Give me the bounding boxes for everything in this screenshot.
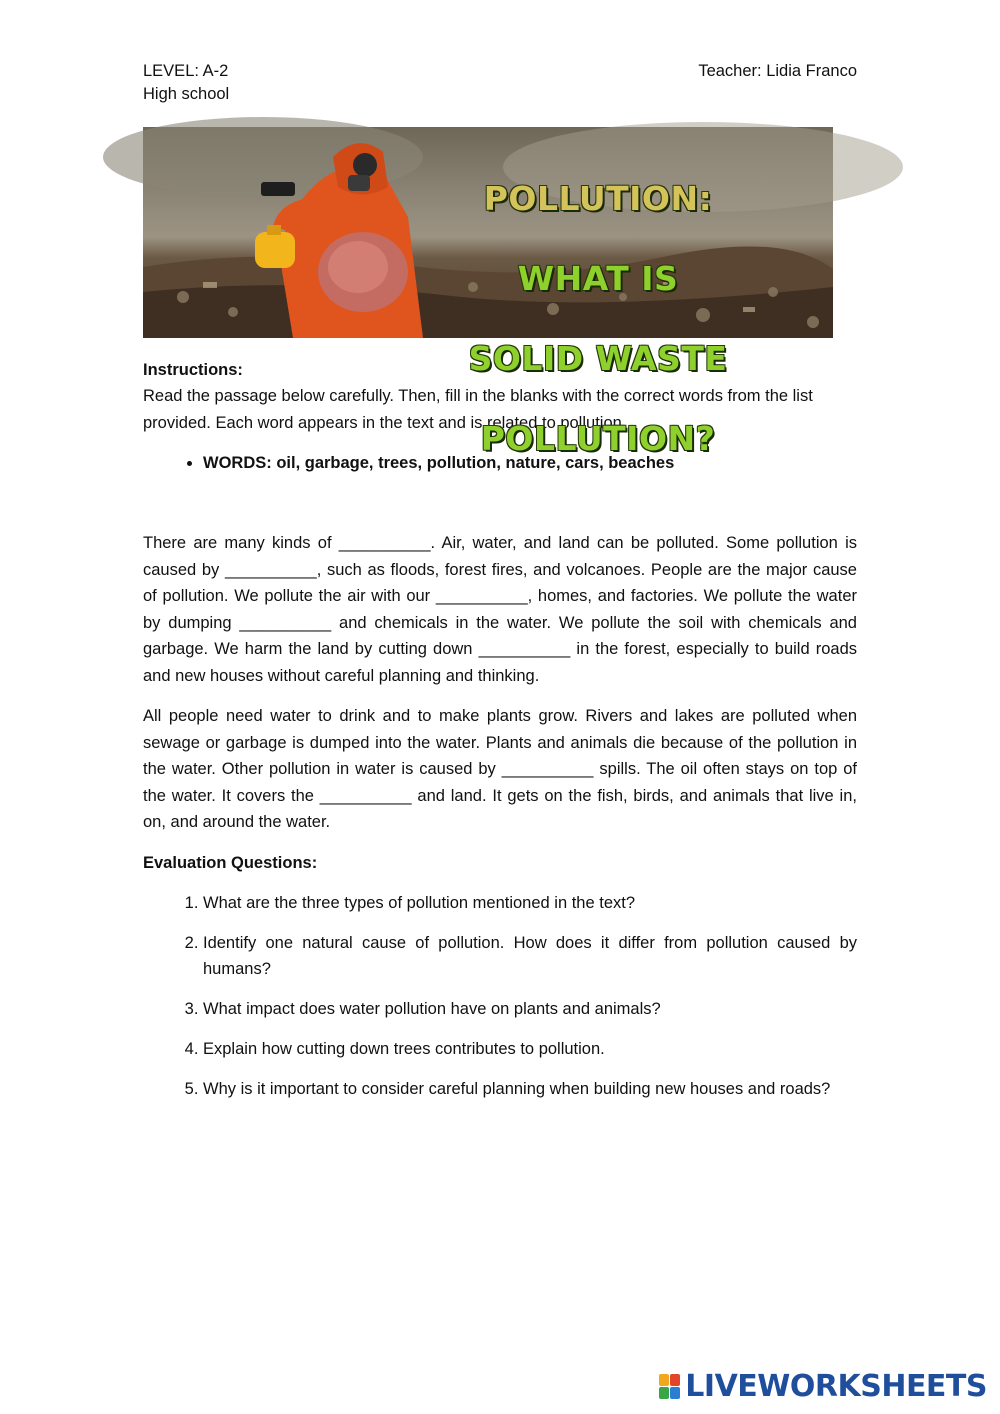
passage-paragraph-1: There are many kinds of __________. Air, water, and land can be polluted. Some pollution is caused by __________, such as floods, forest fires, and volcanoes. People are the major cause of pollution. We pollute the air with our __________, homes, and factories. We pollute the water by dumping __________ and chemicals in the water. We pollute the soil with chemicals and garbage. We harm the land by cutting down __________ in the forest, especially to build roads and new houses without careful planning and thinking. [143,534,857,685]
teacher-label: Teacher: Lidia Franco [698,62,857,80]
header-left [143,60,229,106]
level-label: LEVEL: A-2 [143,62,229,80]
banner-title [443,139,753,499]
question-item: 2. Identify one natural cause of pollution. How does it differ from pollution caused by humans? [203,930,857,983]
liveworksheets-logo-icon [659,1374,681,1400]
school-label: High school [143,85,230,103]
evaluation-question-list [143,890,857,1103]
banner-title-line1: POLLUTION: [483,179,713,218]
question-item: 5. Why is it important to consider careful planning when building new houses and roads? [203,1076,857,1103]
banner-title-line4: POLLUTION? [480,419,716,458]
worksheet-header [143,60,857,108]
word-list-item: • WORDS: oil, garbage, trees, pollution, nature, cars, beaches [203,450,857,476]
question-item: 4. Explain how cutting down trees contributes to pollution. [203,1036,857,1063]
passage-paragraph-2: All people need water to drink and to make plants grow. Rivers and lakes are polluted when sewage or garbage is dumped into the water. Plants and animals die because of the pollution in the water. Other pollution in water is caused by __________ spills. The oil often stays on top of the water. It covers the __________ and land. It gets on the fish, birds, and animals that live in, on, and around the water. [143,707,857,831]
banner-title-line3: SOLID WASTE [468,339,728,378]
question-item: 3. What impact does water pollution have on plants and animals? [203,996,857,1023]
instructions-heading: Instructions: [143,361,243,379]
liveworksheets-brand[interactable] [659,1369,987,1404]
instructions-text: Read the passage below carefully. Then, fill in the blanks with the correct words from the list provided. Each word appears in the text and is related to pollution. [143,387,813,432]
banner-title-line2: WHAT IS [517,259,679,298]
worksheet-page [143,60,857,1116]
evaluation-heading: Evaluation Questions: [143,853,318,872]
liveworksheets-wordmark: LIVEWORKSHEETS [685,1369,987,1404]
question-item: 1. What are the three types of pollution mentioned in the text? [203,890,857,917]
